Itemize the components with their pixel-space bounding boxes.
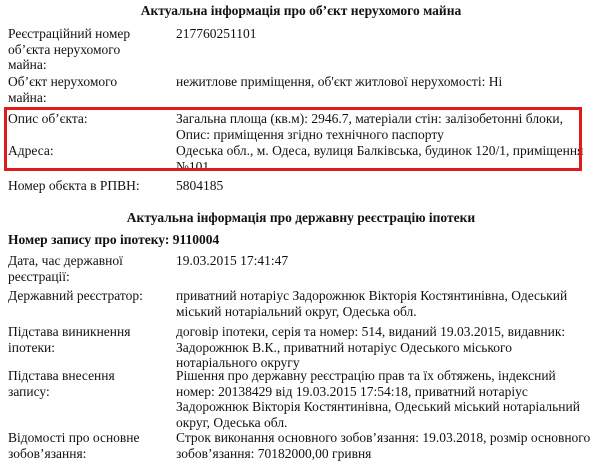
highlight-frame <box>4 107 582 171</box>
value: приватний нотаріус Задорожнюк Вікторія Костянтинівна, Одеський міський нотаріальний округ, Одеська обл. <box>176 288 568 319</box>
label: Підстава виникнення іпотеки: <box>8 324 131 355</box>
label: Відомості про основне зобов’язання: <box>8 430 140 461</box>
label: Реєстраційний номер об’єкта нерухомого майна: <box>8 26 131 72</box>
label: Об’єкт нерухомого майна: <box>8 74 118 105</box>
label: Опис об’єкта: <box>8 111 88 126</box>
value: нежитлове приміщення, об'єкт житлової нерухомості: Ні <box>176 74 503 89</box>
value: 5804185 <box>176 178 224 193</box>
value: 19.03.2015 17:41:47 <box>176 253 289 268</box>
label: Підстава внесення запису: <box>8 368 115 399</box>
mortgage-record-number: Номер запису про іпотеку: 9110004 <box>8 232 220 247</box>
section-title-mortgage: Актуальна інформація про державну реєстрацію іпотеки <box>126 210 476 225</box>
value: договір іпотеки, серія та номер: 514, виданий 19.03.2015, видавник: Задорожнюк В.К., приватний нотаріус Одеського міського нотаріального округу <box>176 324 566 370</box>
label: Дата, час державної реєстрації: <box>8 253 123 284</box>
value: Одеська обл., м. Одеса, вулиця Балківська, будинок 120/1, приміщення №101 <box>176 143 584 174</box>
value: Загальна площа (кв.м): 2946.7, матеріали стін: залізобетонні блоки, Опис: приміщення згідно технічного паспорту <box>176 111 563 142</box>
label: Державний реєстратор: <box>8 288 143 303</box>
value: 217760251101 <box>176 26 257 41</box>
value: Рішення про державну реєстрацію прав та їх обтяжень, індексний номер: 20138429 від 19.03.2015 17:54:18, приватний нотаріус Задорожнюк Вікторія Костянтинівна, Одеський міський нотаріальний округ, Одеська обл. <box>176 368 580 430</box>
value: Строк виконання основного зобов’язання: 19.03.2018, розмір основного зобов’язання: 70182000,00 гривня <box>176 430 591 461</box>
section-title-property: Актуальна інформація про об’єкт нерухомого майна <box>140 3 462 18</box>
label: Номер обєкта в РПВН: <box>8 178 140 193</box>
label: Адреса: <box>8 143 54 158</box>
